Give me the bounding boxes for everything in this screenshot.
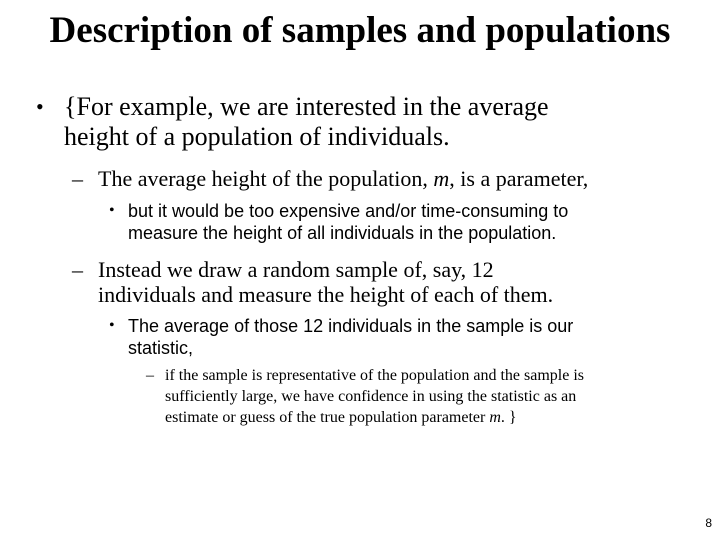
sub-bullet-parameter-text (72, 166, 588, 191)
sub-bullet-parameter (72, 166, 588, 191)
note-line3 (146, 407, 584, 428)
note-variable: m (489, 409, 501, 426)
detail-too-expensive-line1: but it would be too expensive and/or time-consuming to (128, 201, 569, 221)
sub-bullet-random-sample (72, 257, 553, 307)
note-representative-sample (146, 365, 584, 428)
sub-bullet-random-sample-line2: individuals and measure the height of each of them. (98, 282, 554, 307)
parameter-variable: m (433, 166, 450, 191)
bullet-marker: • (109, 202, 115, 219)
parameter-text-after: , is a parameter, (449, 166, 589, 191)
page-number: 8 (705, 516, 712, 530)
detail-too-expensive (109, 200, 568, 244)
dash-marker: – (146, 367, 154, 384)
bullet-marker: • (109, 317, 115, 334)
bullet-example-line2: height of a population of individuals. (64, 122, 450, 151)
bullet-example-line1: {For example, we are interested in the average (64, 92, 549, 121)
parameter-text-before: The average height of the population, (98, 166, 428, 191)
detail-statistic-line2: statistic, (128, 338, 194, 358)
dash-marker: – (72, 257, 83, 282)
note-line3-after: . } (500, 409, 517, 426)
sub-bullet-random-sample-line1: Instead we draw a random sample of, say, 12 (98, 257, 494, 282)
note-line1: if the sample is representative of the population and the sample is (165, 367, 584, 384)
note-line3-before: estimate or guess of the true population parameter (165, 409, 486, 426)
slide-title: Description of samples and populations (49, 10, 671, 51)
detail-statistic (109, 315, 573, 359)
detail-too-expensive-line2: measure the height of all individuals in the population. (128, 223, 557, 243)
note-line2: sufficiently large, we have confidence in using the statistic as an (165, 388, 577, 405)
bullet-marker: • (36, 94, 44, 119)
detail-statistic-line1: The average of those 12 individuals in the sample is our (128, 316, 574, 336)
bullet-example (36, 92, 549, 152)
dash-marker: – (72, 166, 83, 191)
